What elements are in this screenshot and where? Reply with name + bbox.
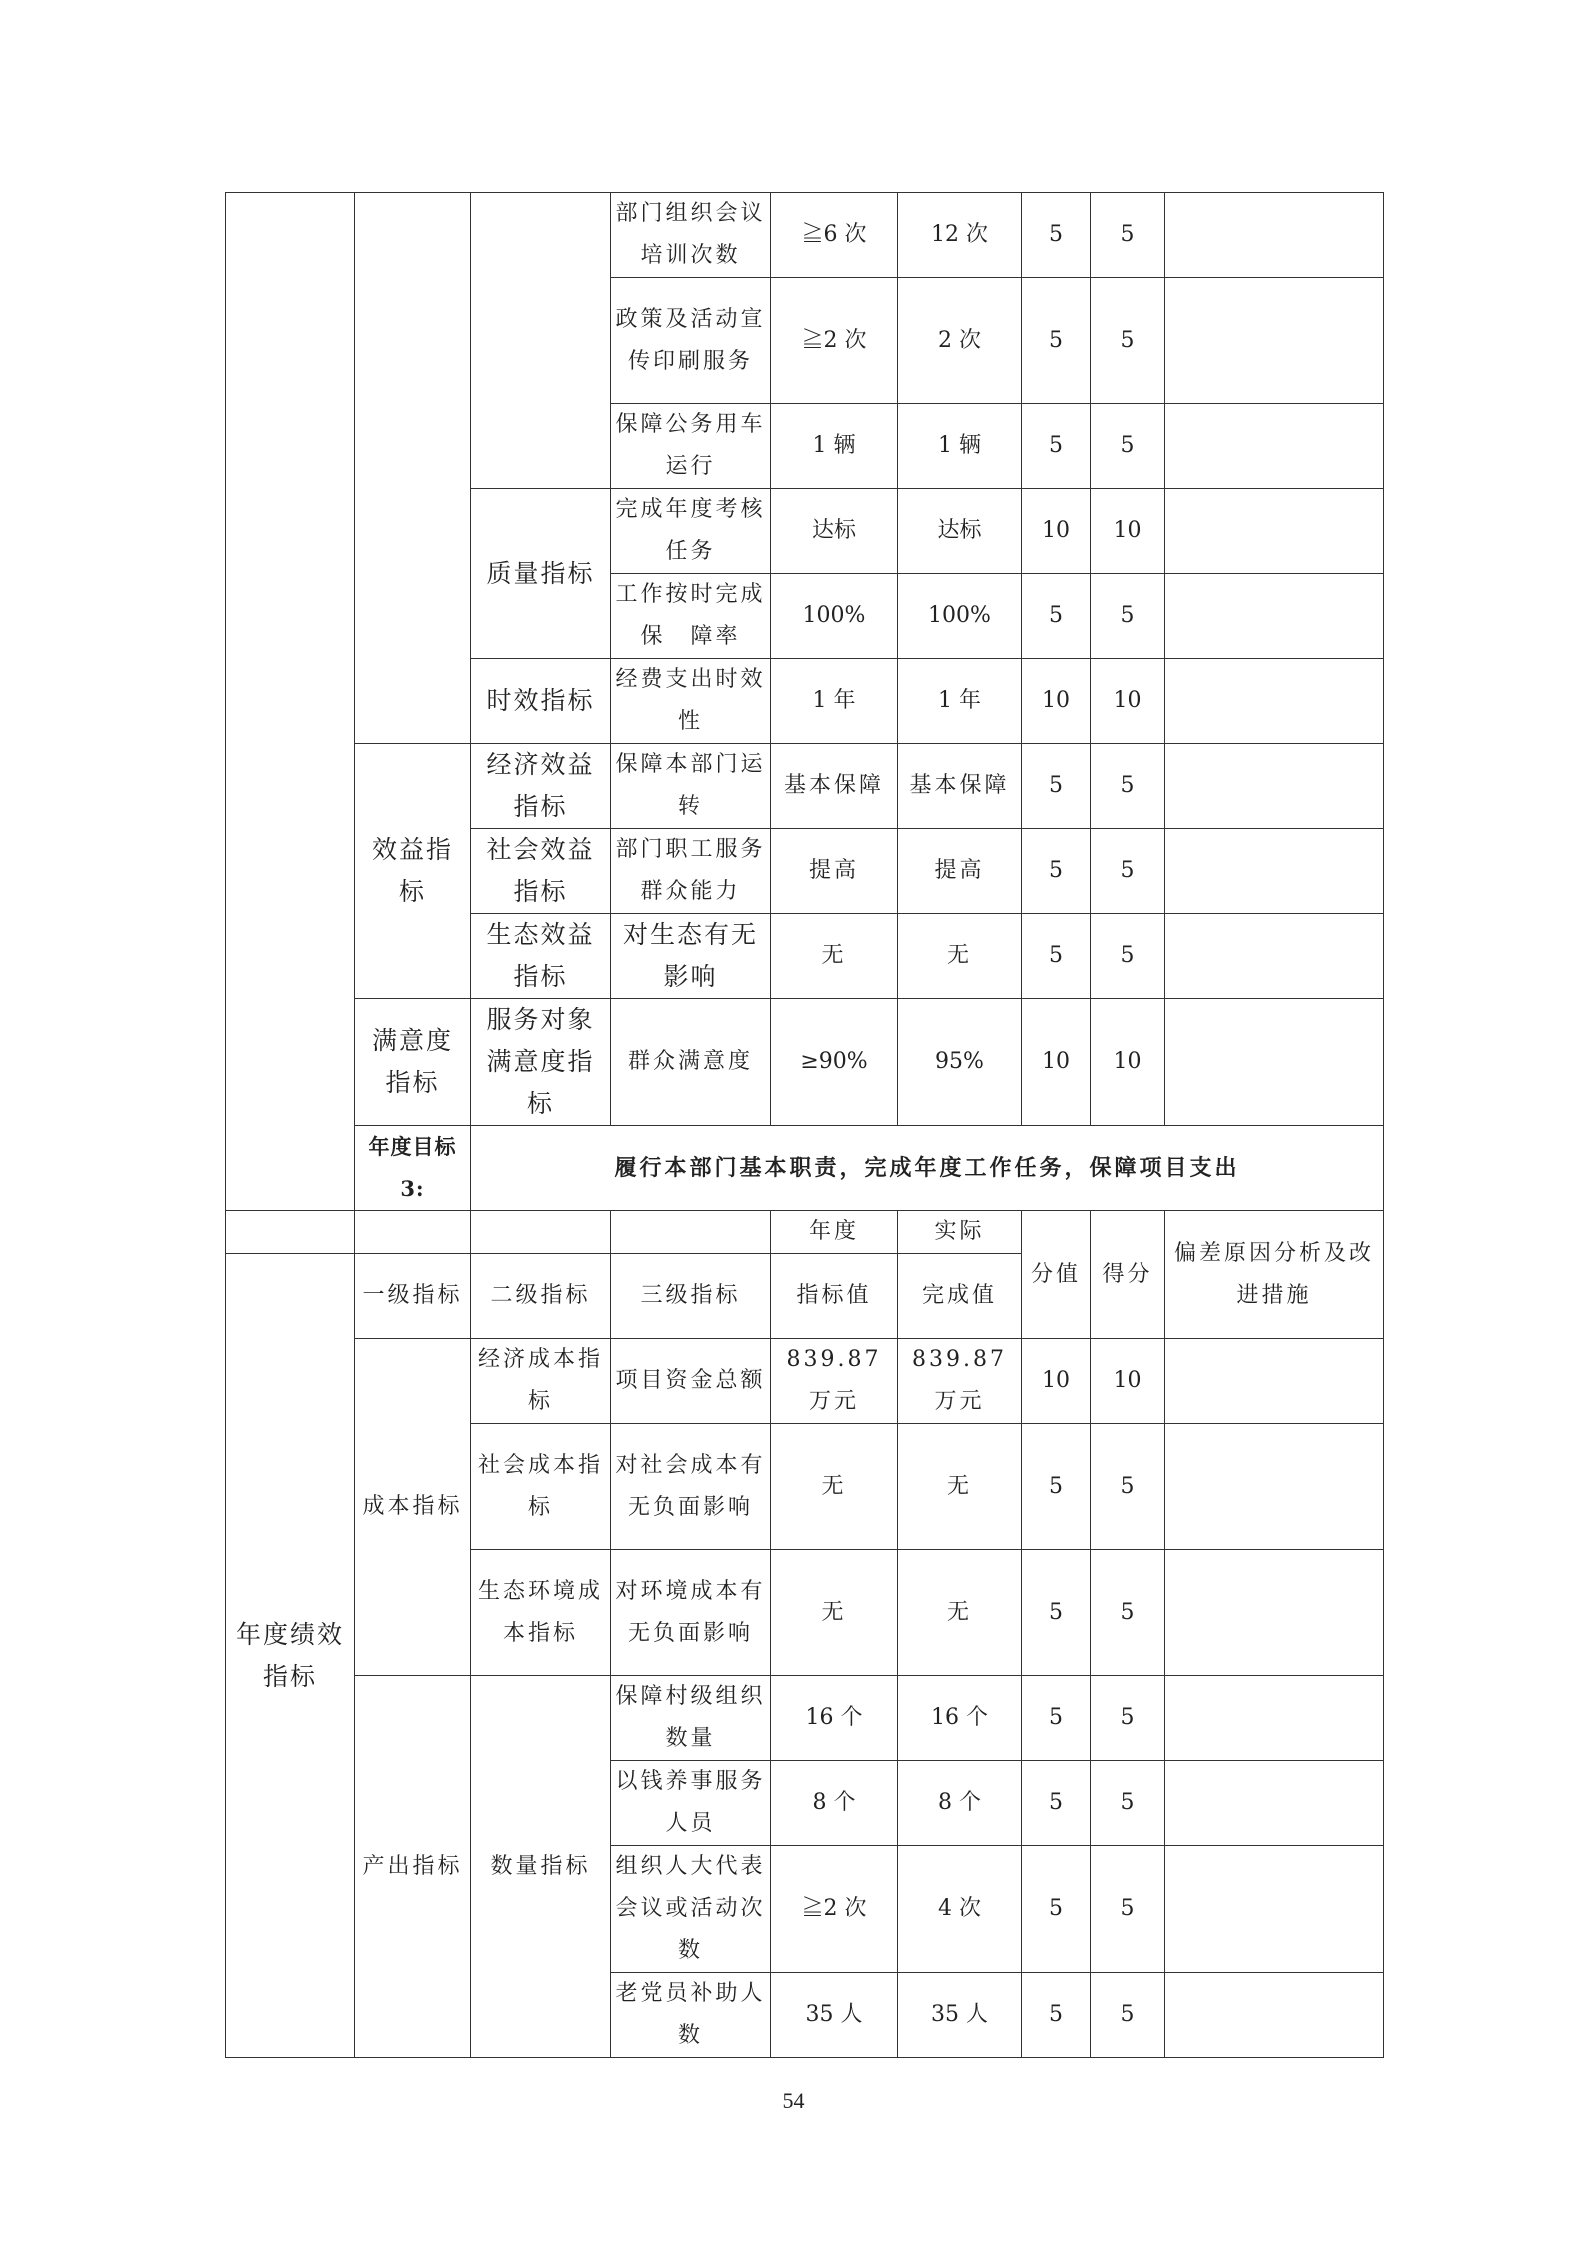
target-value: ≥90% bbox=[771, 999, 898, 1126]
indicator-l2: 质量指标 bbox=[471, 489, 611, 659]
indicator-l1: 满意度指标 bbox=[355, 999, 471, 1126]
target-value: 1 辆 bbox=[771, 404, 898, 489]
weight-value: 5 bbox=[1022, 404, 1091, 489]
indicator-l3: 组织人大代表会议或活动次数 bbox=[611, 1846, 771, 1973]
score-value: 5 bbox=[1091, 829, 1165, 914]
header-level2: 二级指标 bbox=[471, 1254, 611, 1339]
indicator-l3: 对环境成本有无负面影响 bbox=[611, 1550, 771, 1676]
header-row-top bbox=[226, 1211, 1384, 1254]
deviation-note bbox=[1165, 1846, 1384, 1973]
blank-merged-cell bbox=[471, 193, 611, 489]
header-level3: 三级指标 bbox=[611, 1254, 771, 1339]
score-value: 5 bbox=[1091, 1550, 1165, 1676]
indicator-l3: 群众满意度 bbox=[611, 999, 771, 1126]
indicator-l3: 部门组织会议培训次数 bbox=[611, 193, 771, 278]
blank-merged-cell bbox=[355, 193, 471, 744]
indicator-l1: 成本指标 bbox=[355, 1339, 471, 1676]
goal-label: 年度目标 3: bbox=[355, 1126, 471, 1211]
target-value: ≧2 次 bbox=[771, 1846, 898, 1973]
deviation-note bbox=[1165, 1761, 1384, 1846]
header-year: 年度 bbox=[771, 1211, 898, 1254]
deviation-note bbox=[1165, 489, 1384, 574]
score-value: 5 bbox=[1091, 1973, 1165, 2058]
score-value: 5 bbox=[1091, 914, 1165, 999]
score-value: 5 bbox=[1091, 193, 1165, 278]
score-value: 10 bbox=[1091, 999, 1165, 1126]
indicator-l3: 完成年度考核任务 bbox=[611, 489, 771, 574]
weight-value: 5 bbox=[1022, 829, 1091, 914]
deviation-note bbox=[1165, 1550, 1384, 1676]
indicator-l2: 社会成本指标 bbox=[471, 1424, 611, 1550]
table-row bbox=[226, 999, 1384, 1126]
score-value: 5 bbox=[1091, 1676, 1165, 1761]
table-row bbox=[226, 1339, 1384, 1424]
indicator-l2: 经济效益指标 bbox=[471, 744, 611, 829]
page-number: 54 bbox=[782, 2088, 805, 2113]
blank-cell bbox=[471, 1211, 611, 1254]
deviation-note bbox=[1165, 914, 1384, 999]
indicator-l2: 社会效益指标 bbox=[471, 829, 611, 914]
target-value: ≧6 次 bbox=[771, 193, 898, 278]
actual-value: 16 个 bbox=[898, 1676, 1022, 1761]
weight-value: 5 bbox=[1022, 1424, 1091, 1550]
header-deviation: 偏差原因分析及改进措施 bbox=[1165, 1211, 1384, 1339]
target-value: 提高 bbox=[771, 829, 898, 914]
actual-value: 1 辆 bbox=[898, 404, 1022, 489]
header-weight: 分值 bbox=[1022, 1211, 1091, 1339]
indicator-l2: 生态环境成本指标 bbox=[471, 1550, 611, 1676]
blank-merged-cell bbox=[226, 193, 355, 1211]
indicator-l3: 对社会成本有无负面影响 bbox=[611, 1424, 771, 1550]
blank-cell bbox=[226, 1211, 355, 1254]
deviation-note bbox=[1165, 193, 1384, 278]
deviation-note bbox=[1165, 1973, 1384, 2058]
target-value: 35 人 bbox=[771, 1973, 898, 2058]
indicator-l3: 部门职工服务群众能力 bbox=[611, 829, 771, 914]
group-label: 年度绩效指标 bbox=[226, 1254, 355, 2058]
header-target: 指标值 bbox=[771, 1254, 898, 1339]
indicator-l2: 服务对象满意度指标 bbox=[471, 999, 611, 1126]
score-value: 5 bbox=[1091, 1846, 1165, 1973]
target-value: 839.87 万元 bbox=[771, 1339, 898, 1424]
deviation-note bbox=[1165, 744, 1384, 829]
target-value: 1 年 bbox=[771, 659, 898, 744]
target-value: 达标 bbox=[771, 489, 898, 574]
weight-value: 5 bbox=[1022, 193, 1091, 278]
target-value: 基本保障 bbox=[771, 744, 898, 829]
deviation-note bbox=[1165, 404, 1384, 489]
indicator-l3: 对生态有无影响 bbox=[611, 914, 771, 999]
indicator-l2: 经济成本指标 bbox=[471, 1339, 611, 1424]
table-row bbox=[226, 744, 1384, 829]
weight-value: 5 bbox=[1022, 1846, 1091, 1973]
header-actual: 实际 bbox=[898, 1211, 1022, 1254]
header-completed: 完成值 bbox=[898, 1254, 1022, 1339]
score-value: 10 bbox=[1091, 1339, 1165, 1424]
performance-table-wrapper bbox=[225, 192, 1383, 2058]
indicator-l3: 以钱养事服务人员 bbox=[611, 1761, 771, 1846]
weight-value: 5 bbox=[1022, 1973, 1091, 2058]
indicator-l1: 效益指标 bbox=[355, 744, 471, 999]
indicator-l3: 经费支出时效性 bbox=[611, 659, 771, 744]
indicator-l3: 保障村级组织数量 bbox=[611, 1676, 771, 1761]
weight-value: 5 bbox=[1022, 574, 1091, 659]
goal-row bbox=[226, 1126, 1384, 1211]
header-level1: 一级指标 bbox=[355, 1254, 471, 1339]
target-value: ≧2 次 bbox=[771, 278, 898, 404]
indicator-l2: 数量指标 bbox=[471, 1676, 611, 2058]
target-value: 无 bbox=[771, 1550, 898, 1676]
actual-value: 12 次 bbox=[898, 193, 1022, 278]
weight-value: 5 bbox=[1022, 1550, 1091, 1676]
target-value: 100% bbox=[771, 574, 898, 659]
table-row bbox=[226, 193, 1384, 278]
score-value: 5 bbox=[1091, 744, 1165, 829]
weight-value: 5 bbox=[1022, 1676, 1091, 1761]
score-value: 5 bbox=[1091, 1424, 1165, 1550]
actual-value: 2 次 bbox=[898, 278, 1022, 404]
indicator-l3: 政策及活动宣传印刷服务 bbox=[611, 278, 771, 404]
header-score: 得分 bbox=[1091, 1211, 1165, 1339]
performance-table bbox=[225, 192, 1384, 2058]
indicator-l3: 保障公务用车运行 bbox=[611, 404, 771, 489]
indicator-l2: 时效指标 bbox=[471, 659, 611, 744]
target-value: 16 个 bbox=[771, 1676, 898, 1761]
actual-value: 95% bbox=[898, 999, 1022, 1126]
table-row bbox=[226, 1676, 1384, 1761]
actual-value: 4 次 bbox=[898, 1846, 1022, 1973]
deviation-note bbox=[1165, 829, 1384, 914]
score-value: 5 bbox=[1091, 404, 1165, 489]
indicator-l2: 生态效益指标 bbox=[471, 914, 611, 999]
actual-value: 35 人 bbox=[898, 1973, 1022, 2058]
weight-value: 5 bbox=[1022, 744, 1091, 829]
target-value: 8 个 bbox=[771, 1761, 898, 1846]
actual-value: 无 bbox=[898, 914, 1022, 999]
deviation-note bbox=[1165, 1676, 1384, 1761]
deviation-note bbox=[1165, 659, 1384, 744]
weight-value: 10 bbox=[1022, 489, 1091, 574]
blank-cell bbox=[355, 1211, 471, 1254]
deviation-note bbox=[1165, 278, 1384, 404]
deviation-note bbox=[1165, 999, 1384, 1126]
weight-value: 10 bbox=[1022, 999, 1091, 1126]
goal-text: 履行本部门基本职责，完成年度工作任务，保障项目支出 bbox=[471, 1126, 1384, 1211]
actual-value: 基本保障 bbox=[898, 744, 1022, 829]
indicator-l1: 产出指标 bbox=[355, 1676, 471, 2058]
score-value: 10 bbox=[1091, 659, 1165, 744]
weight-value: 10 bbox=[1022, 1339, 1091, 1424]
deviation-note bbox=[1165, 1339, 1384, 1424]
indicator-l3: 项目资金总额 bbox=[611, 1339, 771, 1424]
deviation-note bbox=[1165, 574, 1384, 659]
actual-value: 839.87 万元 bbox=[898, 1339, 1022, 1424]
actual-value: 1 年 bbox=[898, 659, 1022, 744]
actual-value: 8 个 bbox=[898, 1761, 1022, 1846]
actual-value: 达标 bbox=[898, 489, 1022, 574]
target-value: 无 bbox=[771, 1424, 898, 1550]
indicator-l3: 保障本部门运转 bbox=[611, 744, 771, 829]
weight-value: 5 bbox=[1022, 914, 1091, 999]
actual-value: 无 bbox=[898, 1550, 1022, 1676]
weight-value: 5 bbox=[1022, 278, 1091, 404]
score-value: 5 bbox=[1091, 1761, 1165, 1846]
weight-value: 5 bbox=[1022, 1761, 1091, 1846]
actual-value: 100% bbox=[898, 574, 1022, 659]
deviation-note bbox=[1165, 1424, 1384, 1550]
blank-cell bbox=[611, 1211, 771, 1254]
score-value: 10 bbox=[1091, 489, 1165, 574]
indicator-l3: 老党员补助人数 bbox=[611, 1973, 771, 2058]
actual-value: 提高 bbox=[898, 829, 1022, 914]
actual-value: 无 bbox=[898, 1424, 1022, 1550]
target-value: 无 bbox=[771, 914, 898, 999]
score-value: 5 bbox=[1091, 574, 1165, 659]
weight-value: 10 bbox=[1022, 659, 1091, 744]
indicator-l3: 工作按时完成保 障率 bbox=[611, 574, 771, 659]
score-value: 5 bbox=[1091, 278, 1165, 404]
